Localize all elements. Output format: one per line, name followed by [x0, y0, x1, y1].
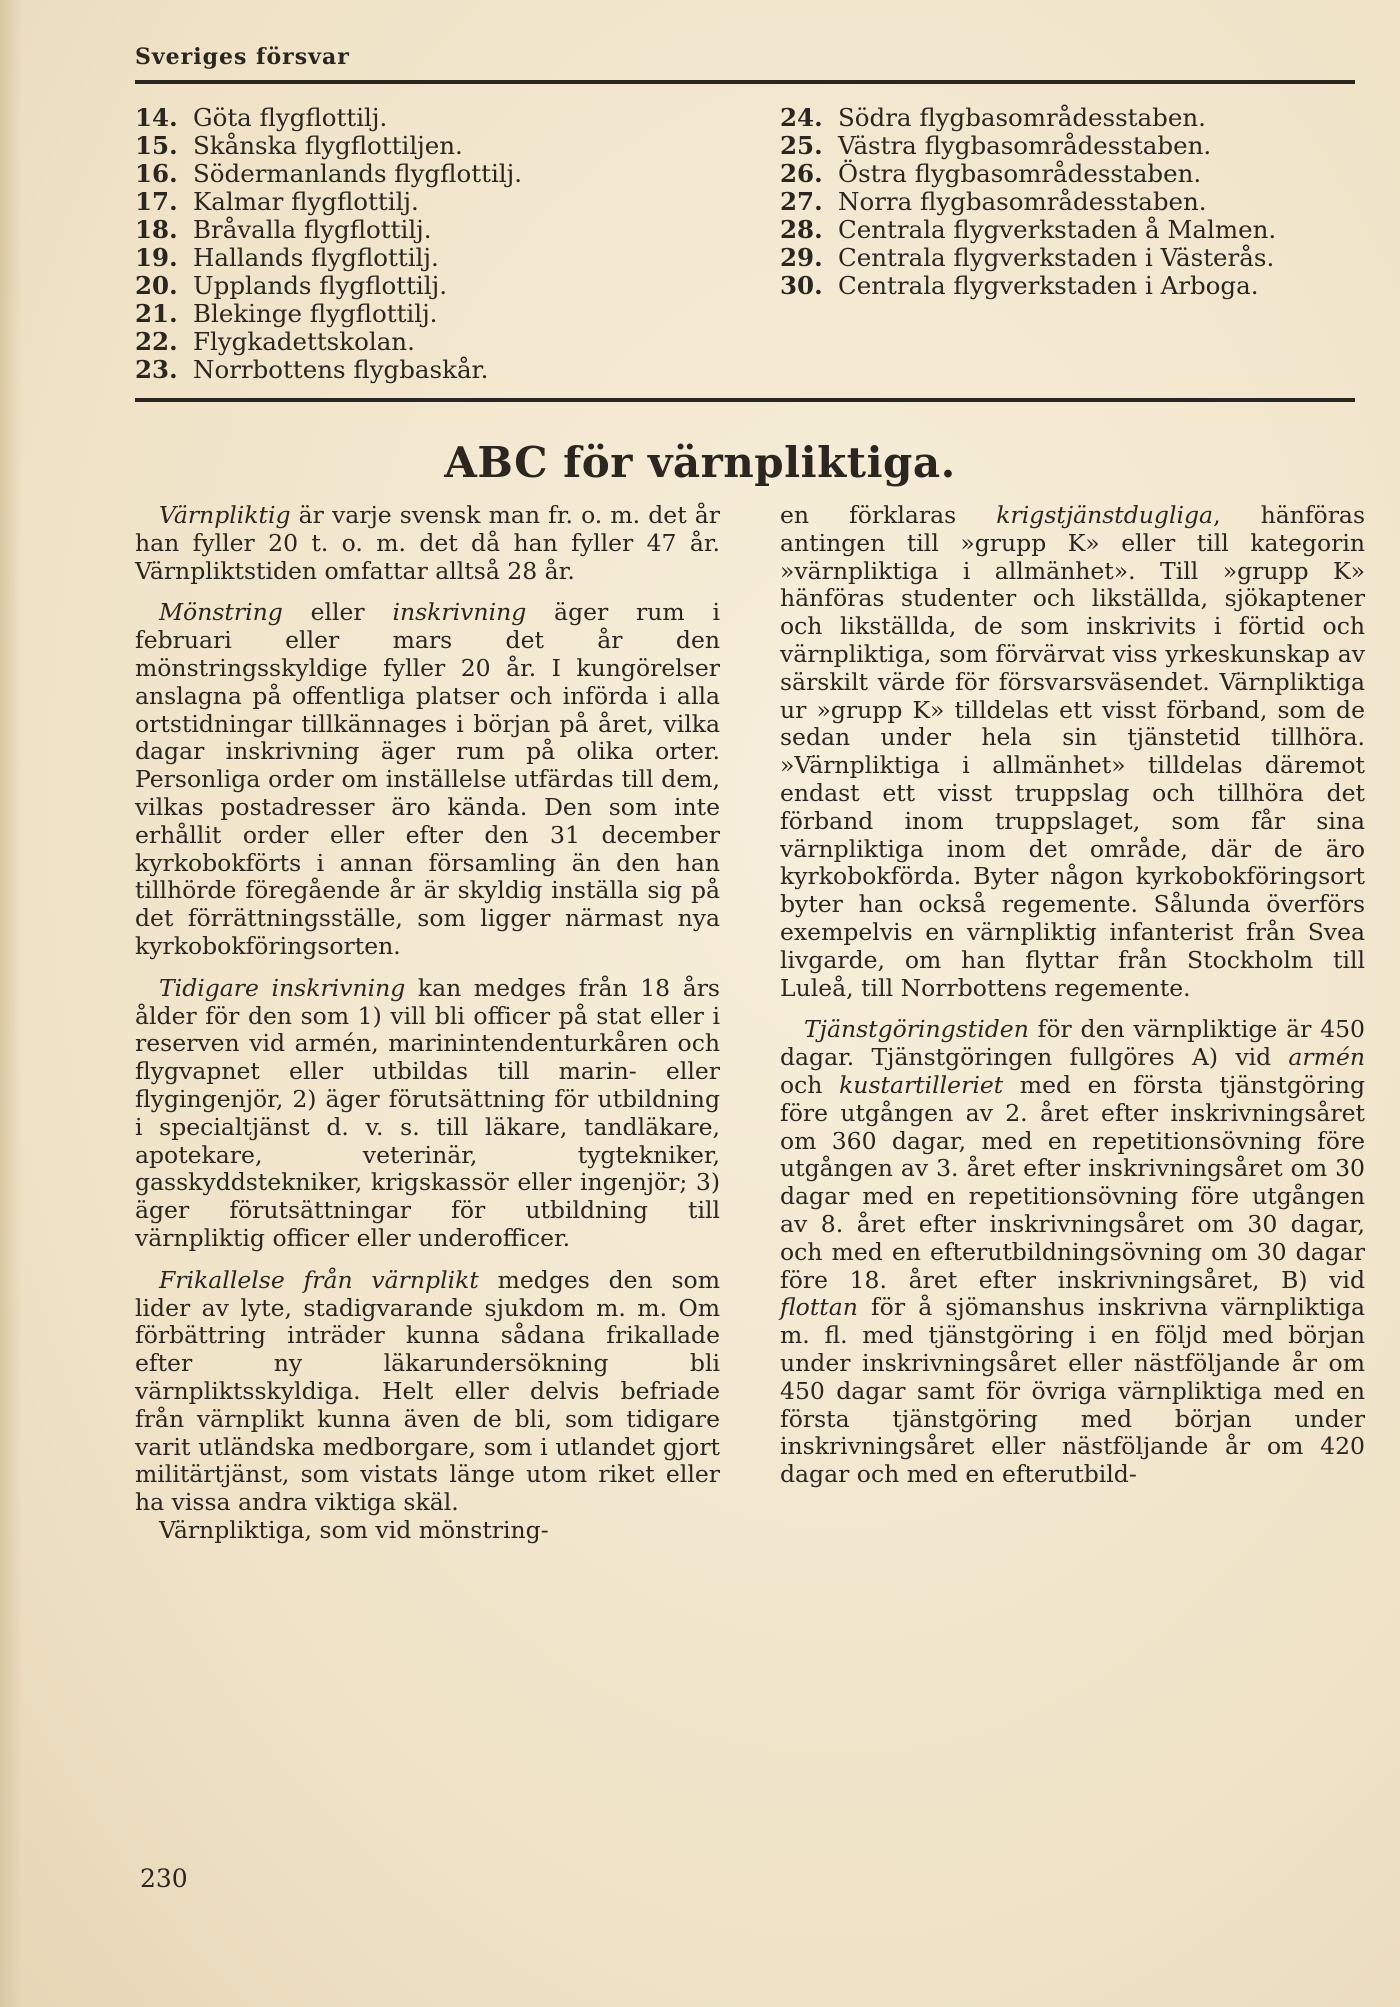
unit-number: 22. — [135, 327, 178, 356]
article-column-right — [780, 502, 1365, 1489]
unit-name: Norrbottens flygbaskår. — [193, 355, 489, 384]
unit-number: 24. — [780, 103, 823, 132]
unit-number: 16. — [135, 159, 178, 188]
term: Värnpliktig — [159, 501, 291, 529]
term: Mönstring — [159, 598, 283, 627]
unit-number: 29. — [780, 243, 823, 272]
unit-list-right — [780, 104, 1340, 300]
unit-name: Upplands flygflottilj. — [193, 271, 447, 300]
unit-name: Kalmar flygflottilj. — [193, 187, 419, 216]
term: armén — [1288, 1043, 1365, 1072]
term: krigstjänstdugliga — [996, 501, 1214, 529]
running-head: Sveriges försvar — [135, 44, 350, 70]
unit-list-item — [135, 216, 695, 244]
paragraph-tjanstgoringstiden: Tjänstgöringstiden för den värnpliktige är 450 dagar. Tjänstgöringen fullgöres A) vid armén och kustartilleriet med en första tjänstgöring före utgången av 2. året efter inskrivningsåret om 360 dagar, med en repetitionsövning före utgången av 3. året efter inskrivningsåret om 30 dagar med en repetitionsövning före utgången av 8. året efter inskrivningsåret om 30 dagar, och med en efterutbildningsövning om 30 dagar före 18. året efter inskrivningsåret, B) vid flottan för å sjömanshus inskrivna värnpliktiga m. fl. med tjänstgöring i en följd med början under inskrivningsåret eller nästföljande år om 450 dagar samt för övriga värnpliktiga med en första tjänstgöring med början under inskrivningsåret eller nästföljande år om 420 dagar och med en efterutbild- — [780, 1015, 1365, 1489]
unit-list-item — [135, 328, 695, 356]
unit-number: 18. — [135, 215, 178, 244]
unit-name: Centrala flygverkstaden i Västerås. — [838, 243, 1275, 272]
unit-name: Södra flygbasområdesstaben. — [838, 103, 1206, 132]
unit-number: 28. — [780, 215, 823, 244]
paragraph-varnpliktiga-start: Värnpliktiga, som vid mönstring- — [159, 1515, 549, 1544]
unit-name: Göta flygflottilj. — [193, 103, 388, 132]
section-rule — [135, 398, 1355, 402]
unit-list-item — [135, 160, 695, 188]
unit-number: 14. — [135, 103, 178, 132]
term: kustartilleriet — [839, 1070, 1004, 1099]
unit-number: 30. — [780, 271, 823, 300]
header-rule — [135, 80, 1355, 84]
article-column-left — [135, 502, 720, 1545]
unit-name: Södermanlands flygflottilj. — [193, 159, 523, 188]
term: Tidigare inskrivning — [159, 973, 406, 1002]
term: Tjänstgöringstiden — [804, 1015, 1029, 1044]
paragraph-varnpliktig: Värnpliktig är varje svensk man fr. o. m. det år han fyller 20 t. o. m. det då han fyller 47 år. Värnpliktstiden omfattar alltså 28 år. — [135, 501, 720, 585]
unit-number: 17. — [135, 187, 178, 216]
paragraph-tidigare-inskrivning: Tidigare inskrivning kan medges från 18 års ålder för den som 1) vill bli officer på stat eller i reserven vid armén, marinintendenturkåren och flygvapnet eller utbildas till marin- eller flygingenjör, 2) äger förutsättning för utbildning i specialtjänst d. v. s. till läkare, tandläkare, apotekare, veterinär, tygtekniker, gasskyddstekniker, krigskassör eller ingenjör; 3) äger förutsättningar för utbildning till värnpliktig officer eller underofficer. — [135, 973, 720, 1252]
unit-number: 25. — [780, 131, 823, 160]
unit-list-item — [135, 356, 695, 384]
unit-number: 20. — [135, 271, 178, 300]
unit-list-item — [135, 132, 695, 160]
unit-name: Blekinge flygflottilj. — [193, 299, 438, 328]
unit-number: 23. — [135, 355, 178, 384]
term: flottan — [780, 1293, 858, 1322]
term: Frikallelse från värnplikt — [159, 1265, 479, 1294]
unit-name: Östra flygbasområdesstaben. — [838, 159, 1202, 188]
unit-list-item — [135, 104, 695, 132]
unit-list-item — [780, 216, 1340, 244]
unit-name: Centrala flygverkstaden å Malmen. — [838, 215, 1277, 244]
term: inskrivning — [392, 598, 527, 627]
unit-name: Flygkadettskolan. — [193, 327, 415, 356]
unit-name: Norra flygbasområdesstaben. — [838, 187, 1207, 216]
unit-list-item — [780, 244, 1340, 272]
unit-list-item — [135, 188, 695, 216]
unit-list-left — [135, 104, 695, 384]
unit-name: Hallands flygflottilj. — [193, 243, 439, 272]
unit-number: 19. — [135, 243, 178, 272]
unit-list-item — [780, 188, 1340, 216]
unit-name: Bråvalla flygflottilj. — [193, 215, 432, 244]
unit-number: 15. — [135, 131, 178, 160]
unit-list-item — [780, 272, 1340, 300]
article-title: ABC för värnpliktiga. — [444, 438, 956, 487]
unit-name: Skånska flygflottiljen. — [193, 131, 463, 160]
unit-number: 26. — [780, 159, 823, 188]
unit-list-item — [135, 244, 695, 272]
page-number: 230 — [140, 1864, 188, 1893]
page-edge — [0, 0, 22, 2007]
paragraph-frikallelse: Frikallelse från värnplikt medges den som lider av lyte, stadigvarande sjukdom m. m. Om förbättring inträder kunna sådana frikallade efter ny läkarundersökning bli värnpliktsskyldiga. Helt eller delvis befriade från värnplikt kunna även de bli, som tidigare varit utländska medborgare, som i utlandet gjort militärtjänst, som vistats länge utom riket eller ha vissa andra viktiga skäl. — [135, 1265, 720, 1517]
unit-list-item — [780, 104, 1340, 132]
unit-name: Västra flygbasområdesstaben. — [838, 131, 1212, 160]
unit-list-item — [780, 160, 1340, 188]
unit-name: Centrala flygverkstaden i Arboga. — [838, 271, 1259, 300]
paragraph-krigstjanstdugliga: en förklaras krigstjänstdugliga, hänföras antingen till »grupp K» eller till kategorin »värnpliktiga i allmänhet». Till »grupp K» hänföras studenter och likställda, sjökaptener och likställda, de som inskrivits i förtid och värnpliktiga, som förvärvat viss yrkeskunskap av särskilt värde för försvarsväsendet. Värnpliktiga ur »grupp K» tilldelas ett visst förband, som de sedan under hela sin tjänstetid tillhöra. »Värnpliktiga i allmänhet» tilldelas däremot endast ett visst truppslag och tillhöra det förband inom truppslaget, som får sina värnpliktiga inom det område, där de äro kyrkobokförda. Byter någon kyrkobokföringsort byter han också regemente. Sålunda överförs exempelvis en värnpliktig infanterist från Svea livgarde, om han flyttar från Stockholm till Luleå, till Norrbottens regemente. — [780, 501, 1366, 1002]
paragraph-monstring: Mönstring eller inskrivning äger rum i februari eller mars det år den mönstringsskyldige fyller 20 år. I kungörelser anslagna på offentliga platser och införda i alla ortstidningar tillkännages i början på året, vilka dagar inskrivning äger rum på olika orter. Personliga order om inställelse utfärdas till dem, vilkas postadresser äro kända. Den som inte erhållit order eller efter den 31 december kyrkobokförts i annan församling än den han tillhörde föregående år är skyldig inställa sig på det förrättningsställe, som ligger närmast nya kyrkobokföringsorten. — [135, 598, 720, 960]
unit-list-item — [780, 132, 1340, 160]
unit-number: 27. — [780, 187, 823, 216]
unit-number: 21. — [135, 299, 178, 328]
unit-list-item — [135, 300, 695, 328]
unit-list-item — [135, 272, 695, 300]
